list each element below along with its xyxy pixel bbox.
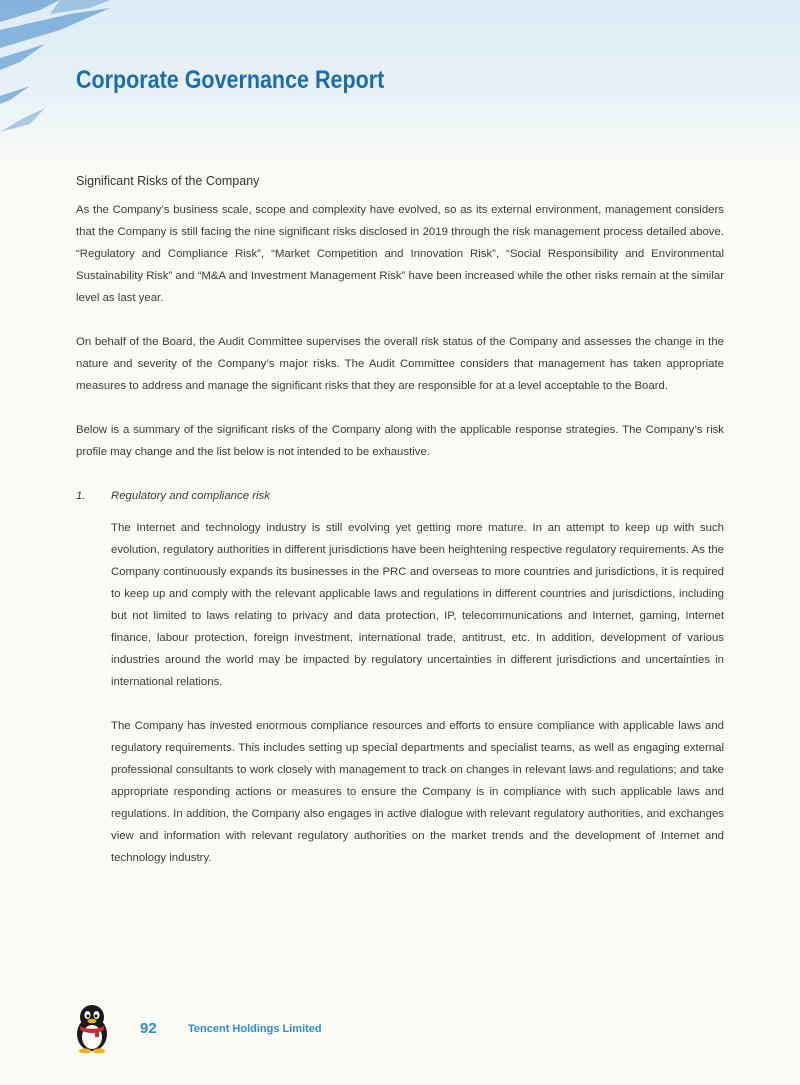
risk-item-body (76, 517, 724, 869)
risk-list-item (76, 485, 724, 869)
risk-item-title: Regulatory and compliance risk (111, 490, 270, 502)
section-heading: Significant Risks of the Company (76, 174, 260, 188)
paragraph: On behalf of the Board, the Audit Committee supervises the overall risk status of the Company and assesses the change in the nature and severity of the Company’s major risks. The Audit Committee considers that management has taken appropriate measures to address and manage the significant risks that they are responsible for at a level acceptable to the Board. (76, 336, 724, 392)
paragraph: As the Company’s business scale, scope and complexity have evolved, so as its external environment, management considers that the Company is still facing the nine significant risks disclosed in 2019 through the risk management process detailed above. “Regulatory and Compliance Risk”, “Market Competition and Innovation Risk”, “Social Responsibility and Environmental Sustainability Risk” and “M&A and Investment Management Risk” have been increased while the other risks remain at the similar level as last year. (76, 204, 724, 304)
list-number: 1. (76, 490, 86, 502)
paragraph: The Company has invested enormous compliance resources and efforts to ensure compliance with applicable laws and regulatory requirements. This includes setting up special departments and specialist teams, as well as engaging external professional consultants to work closely with management to track on changes in relevant laws and regulations; and take appropriate responding actions or measures to ensure the Company is in compliance with such applicable laws and regulations. In addition, the Company also engages in active dialogue with relevant regulatory authorities, and exchanges view and information with relevant regulatory authorities on the market trends and the development of Internet and technology industry. (111, 720, 724, 864)
company-name: Tencent Holdings Limited (188, 1023, 322, 1035)
page-number: 92 (140, 1020, 157, 1037)
risk-item-heading (76, 485, 724, 507)
page-footer (72, 1004, 472, 1060)
page-title: Corporate Governance Report (76, 66, 385, 94)
penguin-icon (72, 1004, 112, 1054)
paragraph: The Internet and technology industry is still evolving yet getting more mature. In an attempt to keep up with such evolution, regulatory authorities in different jurisdictions have been heightening respective regulatory requirements. As the Company continuously expands its businesses in the PRC and overseas to more countries and jurisdictions, it is required to keep up and comply with the relevant applicable laws and regulations in different countries and jurisdictions, including but not limited to laws relating to privacy and data protection, IP, telecommunications and Internet, gaming, Internet finance, labour protection, foreign investment, international trade, antitrust, etc. In addition, development of various industries around the world may be impacted by regulatory uncertainties in different jurisdictions and uncertainties in international relations. (111, 522, 724, 688)
main-content (76, 170, 724, 891)
paragraph: Below is a summary of the significant risks of the Company along with the applicable response strategies. The Company’s risk profile may change and the list below is not intended to be exhaustive. (76, 424, 724, 458)
